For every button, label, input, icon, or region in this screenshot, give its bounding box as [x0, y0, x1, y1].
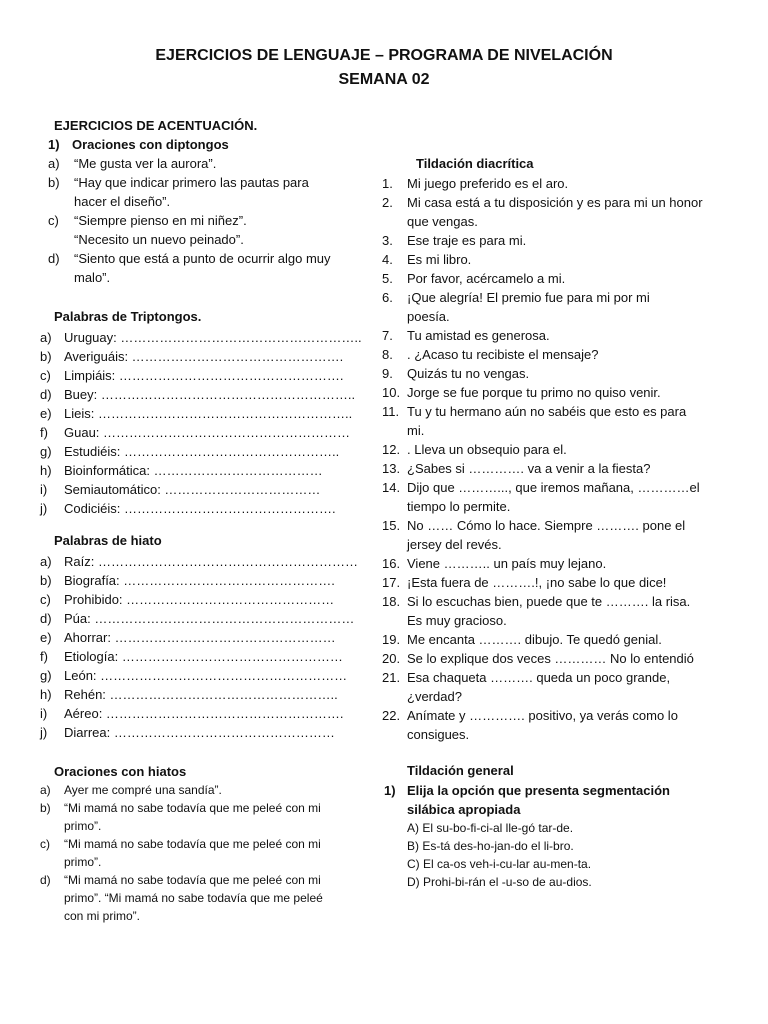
item-text: Uruguay: ………………………………………………..: [64, 330, 362, 345]
item-text: ¡Esta fuera de ……….!, ¡no sabe lo que dice!: [407, 575, 667, 590]
item-label: h): [40, 687, 52, 702]
item-number: 6.: [382, 290, 393, 305]
item-label: i): [40, 706, 48, 721]
item-text: malo”.: [74, 270, 111, 285]
answer-option: B) Es-tá des-ho-jan-do el li-bro.: [407, 839, 574, 853]
item-text: Estudiéis: …………………………………………..: [64, 444, 340, 459]
item-label: f): [40, 649, 48, 664]
item-text: Raíz: ……………………………………………………: [64, 554, 358, 569]
answer-option: D) Prohi-bi-rán el -u-so de au-dios.: [407, 875, 592, 889]
item-text: “Me gusta ver la aurora”.: [74, 156, 217, 171]
item-text: primo”. “Mi mamá no sabe todavía que me peleé: [64, 891, 323, 905]
item-text: Diarrea: ……………………………………………: [64, 725, 335, 740]
item-label: g): [40, 444, 52, 459]
item-text: ¡Que alegría! El premio fue para mi por mi: [407, 290, 650, 305]
item-text: Mi juego preferido es el aro.: [407, 176, 569, 191]
section-heading-oraciones-hiatos: Oraciones con hiatos: [54, 764, 187, 779]
item-text: Anímate y …………. positivo, ya verás como lo: [407, 708, 678, 723]
section-heading-triptongos: Palabras de Triptongos.: [54, 309, 202, 324]
item-text: “Siempre pienso en mi niñez”.: [74, 213, 247, 228]
item-text: Ese traje es para mi.: [407, 233, 527, 248]
answer-option: A) El su-bo-fi-ci-al lle-gó tar-de.: [407, 821, 574, 835]
item-text: Lieis: …………………………………………………..: [64, 406, 353, 421]
item-number: 1.: [382, 176, 393, 191]
item-text: “Mi mamá no sabe todavía que me peleé con mi: [64, 873, 321, 887]
item-text: Prohibido: …………………………………………: [64, 592, 335, 607]
document-title: EJERCICIOS DE LENGUAJE – PROGRAMA DE NIVELACIÓN: [155, 47, 613, 64]
item-text: Si lo escuchas bien, puede que te ………. la risa.: [407, 594, 691, 609]
item-text: Jorge se fue porque tu primo no quiso venir.: [407, 385, 661, 400]
item-label: d): [40, 387, 52, 402]
item-number: 8.: [382, 347, 393, 362]
item-number: 19.: [382, 632, 401, 647]
item-number: 4.: [382, 252, 393, 267]
item-text: Codiciéis: ………………………………………….: [64, 501, 336, 516]
item-text: poesía.: [407, 309, 450, 324]
item-number: 3.: [382, 233, 393, 248]
item-text: Semiautomático: ………………………………: [64, 482, 321, 497]
item-label: h): [40, 463, 52, 478]
item-label: c): [40, 837, 50, 851]
item-label: j): [40, 725, 48, 740]
item-number: 11.: [382, 404, 400, 419]
subheading-diptongos: Oraciones con diptongos: [72, 137, 229, 152]
item-text: con mi primo”.: [64, 909, 141, 923]
item-label: j): [40, 501, 48, 516]
item-text: “Mi mamá no sabe todavía que me peleé con mi: [64, 801, 321, 815]
item-number: 21.: [382, 670, 401, 685]
document-title-block: [0, 44, 768, 92]
item-number: 12.: [382, 442, 401, 457]
item-label: d): [40, 611, 52, 626]
item-text: tiempo lo permite.: [407, 499, 511, 514]
section-heading-diacritica: Tildación diacrítica: [416, 156, 534, 171]
item-number: 15.: [382, 518, 401, 533]
item-text: . ¿Acaso tu recibiste el mensaje?: [407, 347, 599, 362]
item-label: a): [48, 156, 60, 171]
item-text: consigues.: [407, 727, 470, 742]
item-text: No …… Cómo lo hace. Siempre ………. pone el: [407, 518, 686, 533]
item-label: b): [40, 573, 52, 588]
item-label: c): [40, 592, 51, 607]
item-text: Guau: …………………………………………………: [64, 425, 351, 440]
item-text: Púa: ……………………………………………………: [64, 611, 355, 626]
item-text: ¿verdad?: [407, 689, 462, 704]
item-text: Aéreo: ……………………………………………….: [64, 706, 344, 721]
item-text: Averiguáis: ………………………………………….: [64, 349, 344, 364]
item-text: Es mi libro.: [407, 252, 472, 267]
item-number: 22.: [382, 708, 401, 723]
item-label: c): [48, 213, 59, 228]
item-text: Esa chaqueta ………. queda un poco grande,: [407, 670, 671, 685]
item-number: 16.: [382, 556, 401, 571]
item-text: mi.: [407, 423, 425, 438]
item-label: a): [40, 783, 51, 797]
item-number: 17.: [382, 575, 401, 590]
item-text: Ayer me compré una sandía”.: [64, 783, 222, 797]
item-label: a): [40, 554, 52, 569]
item-number: 9.: [382, 366, 393, 381]
item-text: Por favor, acércamelo a mi.: [407, 271, 566, 286]
item-text: . Lleva un obsequio para el.: [407, 442, 567, 457]
item-label: a): [40, 330, 52, 345]
item-number: 2.: [382, 195, 393, 210]
item-text: jersey del revés.: [407, 537, 502, 552]
question-number: 1): [384, 783, 396, 798]
item-number: 18.: [382, 594, 401, 609]
item-text: “Siento que está a punto de ocurrir algo muy: [74, 251, 331, 266]
item-label: b): [48, 175, 60, 190]
answer-option: C) El ca-os veh-i-cu-lar au-men-ta.: [407, 857, 592, 871]
item-text: que vengas.: [407, 214, 478, 229]
item-number: 14.: [382, 480, 401, 495]
item-text: ¿Sabes si …………. va a venir a la fiesta?: [407, 461, 651, 476]
item-text: Mi casa está a tu disposición y es para mi un honor: [407, 195, 703, 210]
subheading-number: 1): [48, 137, 60, 152]
item-text: Ahorrar: ……………………………………………: [64, 630, 336, 645]
document-subtitle: SEMANA 02: [338, 71, 430, 88]
item-text: hacer el diseño”.: [74, 194, 171, 209]
item-text: Quizás tu no vengas.: [407, 366, 530, 381]
item-label: g): [40, 668, 52, 683]
item-label: e): [40, 406, 52, 421]
item-text: Biografía: ………………………………………….: [64, 573, 335, 588]
section-heading-hiato: Palabras de hiato: [54, 533, 162, 548]
item-label: d): [48, 251, 60, 266]
section-heading-general: Tildación general: [407, 763, 514, 778]
item-number: 5.: [382, 271, 393, 286]
item-text: Se lo explique dos veces ………… No lo entendió: [407, 651, 694, 666]
item-label: c): [40, 368, 51, 383]
item-label: b): [40, 349, 52, 364]
item-text: “Hay que indicar primero las pautas para: [74, 175, 309, 190]
item-number: 7.: [382, 328, 393, 343]
item-text: Buey: …………………………………………………..: [64, 387, 356, 402]
item-text: Es muy gracioso.: [407, 613, 507, 628]
item-text: Tu amistad es generosa.: [407, 328, 550, 343]
question-text: silábica apropiada: [407, 802, 521, 817]
question-text: Elija la opción que presenta segmentación: [407, 783, 670, 798]
item-label: e): [40, 630, 52, 645]
item-text: Me encanta ………. dibujo. Te quedó genial.: [407, 632, 662, 647]
item-number: 20.: [382, 651, 401, 666]
item-text: Rehén: ……………………………………………..: [64, 687, 338, 702]
item-label: i): [40, 482, 48, 497]
item-label: f): [40, 425, 48, 440]
item-text: Viene ……….. un país muy lejano.: [407, 556, 607, 571]
item-number: 10.: [382, 385, 401, 400]
item-text: Etiología: ……………………………………………: [64, 649, 343, 664]
item-text: León: …………………………………………………: [64, 668, 348, 683]
item-text: Tu y tu hermano aún no sabéis que esto es para: [407, 404, 687, 419]
item-text: “Mi mamá no sabe todavía que me peleé con mi: [64, 837, 321, 851]
item-text: primo”.: [64, 819, 102, 833]
item-label: d): [40, 873, 51, 887]
item-text: Bioinformática: …………………………………: [64, 463, 323, 478]
item-text: Dijo que ………..., que iremos mañana, …………el: [407, 480, 700, 495]
item-number: 13.: [382, 461, 401, 476]
item-text: Limpiáis: …………………………………………….: [64, 368, 344, 383]
item-label: b): [40, 801, 51, 815]
item-text: primo”.: [64, 855, 102, 869]
section-heading-acentuacion: EJERCICIOS DE ACENTUACIÓN.: [54, 118, 258, 133]
item-text: “Necesito un nuevo peinado”.: [74, 232, 244, 247]
